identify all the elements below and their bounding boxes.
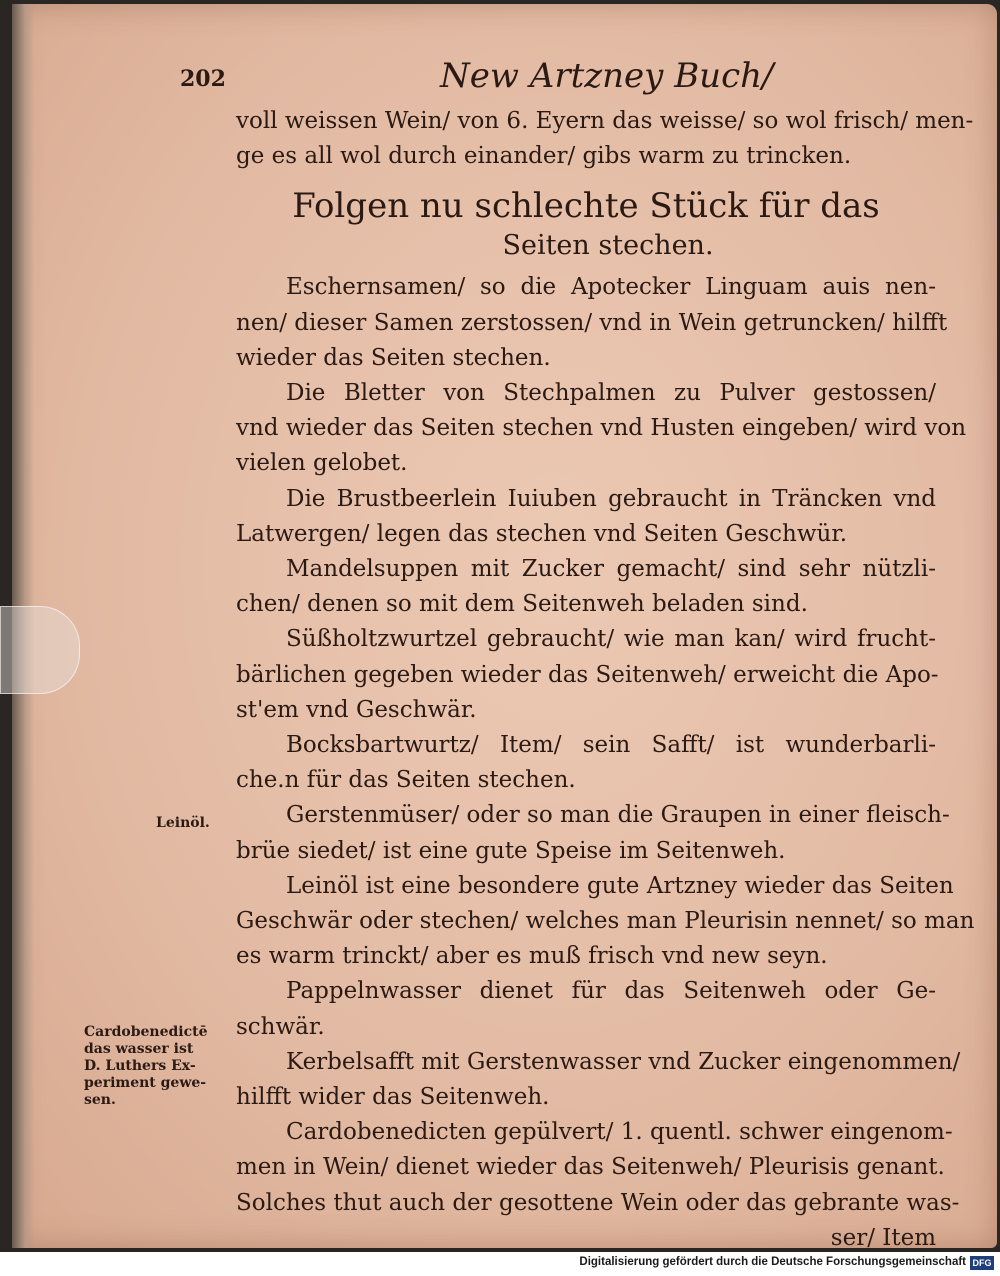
- text-line: Die Bletter von Stechpalmen zu Pulver gestossen/: [286, 380, 936, 407]
- footer-credit: Digitalisierung gefördert durch die Deutsche Forschungsgemeinschaft: [579, 1256, 966, 1268]
- text-line: ge es all wol durch einander/ gibs warm zu trincken.: [236, 143, 852, 170]
- margin-note-line: das wasser ist: [84, 1041, 194, 1057]
- text-line: Solches thut auch der gesottene Wein oder das gebrante was-: [236, 1189, 960, 1216]
- text-line: che.n für das Seiten stechen.: [236, 767, 576, 794]
- main-text: [236, 104, 975, 1256]
- text-line: Leinöl ist eine besondere gute Artzney wieder das Seiten: [286, 872, 954, 899]
- section-heading: Folgen nu schlechte Stück für das: [292, 186, 880, 227]
- text-line: Latwergen/ legen das stechen vnd Seiten Geschwür.: [236, 520, 848, 547]
- text-line: Bocksbartwurtz/ Item/ sein Safft/ ist wunderbarli-: [286, 732, 936, 759]
- text-line: schwär.: [236, 1013, 325, 1040]
- text-line: bärlichen gegeben wieder das Seitenweh/ erweicht die Apo-: [236, 661, 939, 688]
- text-line: Die Brustbeerlein Iuiuben gebraucht in Träncken vnd: [286, 485, 936, 512]
- text-line: brüe siedet/ ist eine gute Speise im Seitenweh.: [236, 837, 786, 864]
- text-line: men in Wein/ dienet wieder das Seitenweh/ Pleurisis genant.: [236, 1154, 945, 1181]
- text-line: st'em vnd Geschwär.: [236, 696, 477, 723]
- section-subheading: Seiten stechen.: [502, 230, 714, 262]
- text-line: vnd wieder das Seiten stechen vnd Husten eingeben/ wird von: [236, 415, 967, 442]
- text-line: Süßholtzwurtzel gebraucht/ wie man kan/ wird frucht-: [286, 626, 936, 653]
- text-line: Eschernsamen/ so die Apotecker Linguam auis nen-: [286, 274, 936, 301]
- text-line: Geschwär oder stechen/ welches man Pleurisin nennet/ so man: [236, 908, 975, 935]
- running-title: New Artzney Buch/: [440, 56, 774, 96]
- margin-note-line: Cardobenedictē: [84, 1024, 208, 1040]
- text-line: vielen gelobet.: [236, 450, 408, 477]
- margin-note-line: sen.: [84, 1092, 116, 1108]
- text-line: Gerstenmüser/ oder so man die Graupen in einer fleisch-: [286, 802, 950, 829]
- margin-note-cardobenedict: [84, 1024, 234, 1109]
- text-line: nen/ dieser Samen zerstossen/ vnd in Wein getruncken/ hilfft: [236, 309, 948, 336]
- margin-note-leinoel: Leinöl.: [156, 815, 210, 831]
- page-number: 202: [180, 66, 226, 92]
- text-line: Cardobenedicten gepülvert/ 1. quentl. schwer eingenom-: [286, 1119, 953, 1146]
- margin-note-line: D. Luthers Ex-: [84, 1058, 196, 1074]
- text-line: Pappelnwasser dienet für das Seitenweh oder Ge-: [286, 978, 936, 1005]
- page-clip: [0, 606, 80, 694]
- dfg-logo-icon: DFG: [970, 1256, 994, 1270]
- text-line: es warm trinckt/ aber es muß frisch vnd new seyn.: [236, 943, 828, 970]
- text-line: wieder das Seiten stechen.: [236, 344, 551, 371]
- page-header: [0, 52, 1000, 102]
- text-line: chen/ denen so mit dem Seitenweh beladen sind.: [236, 591, 808, 618]
- text-line: voll weissen Wein/ von 6. Eyern das weisse/ so wol frisch/ men-: [236, 108, 974, 134]
- text-line: Kerbelsafft mit Gerstenwasser vnd Zucker eingenommen/: [286, 1048, 961, 1075]
- margin-note-line: periment gewe-: [84, 1075, 207, 1091]
- catchword: ser/ Item: [830, 1224, 936, 1251]
- text-line: Mandelsuppen mit Zucker gemacht/ sind sehr nützli-: [286, 556, 936, 583]
- text-line: hilfft wider das Seitenweh.: [236, 1084, 550, 1111]
